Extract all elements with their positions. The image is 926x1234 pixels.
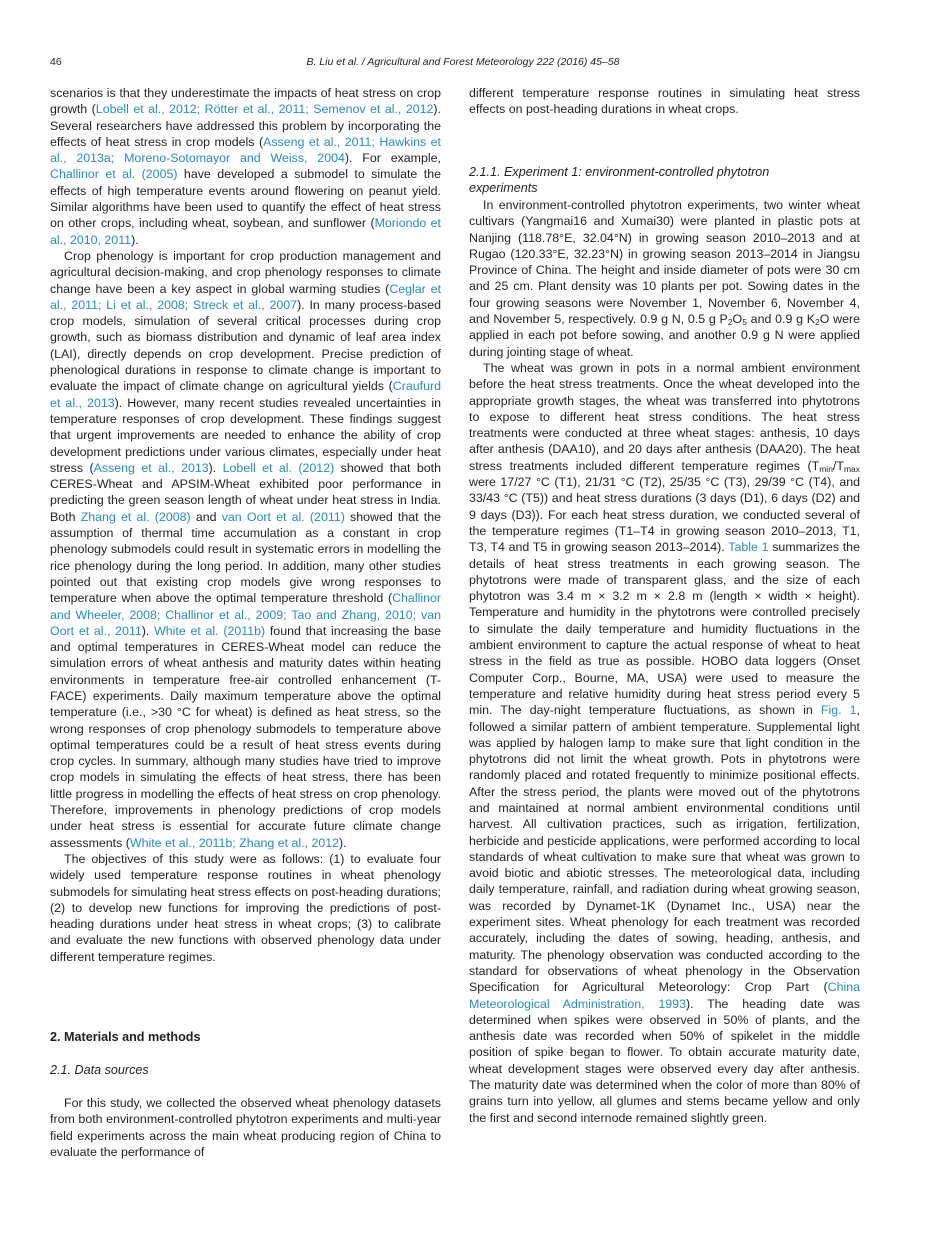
body-text: ). xyxy=(131,232,139,247)
citation-link[interactable]: Lobell et al. (2012) xyxy=(222,460,335,475)
citation-link[interactable]: Asseng et al., 2013 xyxy=(93,460,209,475)
body-text: /T xyxy=(832,458,844,473)
body-text: ). The heading date was determined when spikes were observed in 50% of plants, and the anthesis date was recorded when 50% of spikelet in the middle position of spike began to flower. To obtain accurate maturity date, wheat development stages were observed every day after anthesis. The maturity date was determined when the color of more than 80% of grains turn into yellow, all glumes and stems became yellow and only the first and second internode remained slightly green. xyxy=(469,996,861,1125)
subscript-text: 2 xyxy=(727,317,733,328)
body-text: showed that the assumption of thermal time accumulation as a constant in crop phenology submodels could result in systematic errors in modelling the rice phenology during the long period. In addition, many other studies pointed out that existing crop models give wrong responses to temperature when above the optimal temperature threshold ( xyxy=(50,509,442,606)
citation-link[interactable]: China Meteorological Administration, 1993 xyxy=(469,980,860,1011)
body-text: summarizes the details of heat stress treatments in each growing season. The phytotrons were made of transparent glass, and the size of each phytotron was 3.4 m × 3.2 m × 2.8 m (length × width × height). Temperature and humidity in the phytotrons were controlled precisely to simulate the daily temperature and humidity fluctuations in the ambient environment to capture the actual response of wheat to heat stress in the field as true as possible. HOBO data loggers (Onset Computer Corp., Bourne, MA, USA) were used to measure the temperature and relative humidity during heat stress period every 5 min. The day-night temperature fluctuations, as shown in xyxy=(469,540,860,718)
citation-link[interactable]: White et al. (2011b) xyxy=(154,623,266,638)
right-column-experiment xyxy=(469,197,860,1126)
citation-link[interactable]: Asseng et al., 2011; Hawkins et al., 2013a; Moreno-Sotomayor and Weiss, 2004 xyxy=(50,134,441,166)
body-text: O were applied in each pot before sowing, and another 0.9 g N were applied during jointing stage of wheat. xyxy=(469,312,861,359)
subsection-heading: 2.1. Data sources xyxy=(50,1063,149,1077)
section-heading: 2. Materials and methods xyxy=(50,1030,201,1044)
body-text: The wheat was grown in pots in a normal ambient environment before the heat stress treatments. Once the wheat developed into the appropriate growth stages, the wheat was transferred into phytotrons to expose to different heat stress conditions. The heat stress treatments were conducted at three wheat stages: anthesis, 10 days after anthesis (DAA10), and 20 days after anthesis (DAA20). The heat stress treatments included different temperature regimes (T xyxy=(469,360,860,473)
citation-link[interactable]: White et al., 2011b; Zhang et al., 2012 xyxy=(129,835,340,850)
citation-link[interactable]: Lobell et al., 2012; Rötter et al., 2011; Semenov et al., 2012 xyxy=(95,102,434,117)
body-paragraph xyxy=(50,1095,441,1160)
body-text: ). xyxy=(141,623,155,638)
citation-link[interactable]: Ceglar et al., 2011; Li et al., 2008; Streck et al., 2007 xyxy=(50,281,442,312)
body-paragraph xyxy=(469,197,860,360)
running-title: B. Liu et al. / Agricultural and Forest Meteorology 222 (2016) 45–58 xyxy=(306,56,620,68)
body-text: ). In many process-based crop models, simulation of several critical processes during crop growth, such as biomass distribution and dynamic of leaf area index (LAI), directly depends on crop development. Precise prediction of phenological durations in response to climate change is important to evaluate the impact of climate change on agricultural yields ( xyxy=(50,297,441,394)
citation-link[interactable]: Challinor and Wheeler, 2008; Challinor et al., 2009; Tao and Zhang, 2010; van Oort et al., 2011 xyxy=(50,591,441,638)
page-number: 46 xyxy=(50,56,62,68)
body-paragraph xyxy=(50,248,441,851)
body-paragraph xyxy=(50,851,441,965)
body-text: found that increasing the base and optimal temperatures in CERES-Wheat model can reduce the simulation errors of wheat anthesis and maturity dates within heating environments in temperature free-air controlled enhancement (T-FACE) experiments. Daily maximum temperature above the optimal temperature (i.e., >30 °C for wheat) is defined as heat stress, so the wrong responses of crop phenology submodels to temperature above optimal temperatures could be a result of heat stress events during crop cycles. In summary, although many studies have tried to improve crop models in simulating the effects of heat stress, there has been little progress in modelling the effects of heat stress on crop phenology. Therefore, improvements in phenology predictions of crop models under heat stress is essential for accurate future climate change assessments ( xyxy=(50,623,441,850)
body-text: ). xyxy=(339,835,347,850)
subscript-text: 2 xyxy=(815,317,820,328)
body-text: and xyxy=(190,509,222,524)
left-column-data-sources xyxy=(50,1095,441,1160)
body-text: O xyxy=(732,312,743,327)
body-text: ). Several researchers have addressed this problem by incorporating the effects of heat stress in crop models ( xyxy=(50,102,441,149)
body-text: scenarios is that they underestimate the impacts of heat stress on crop growth ( xyxy=(50,86,441,117)
body-text: , followed a similar pattern of ambient temperature. Supplemental light was applied by halogen lamp to make sure that light condition in the phytotrons did not limit the wheat growth. Pots in phytotrons were randomly placed and rotated frequently to minimize positional effects. After the stress period, the plants were moved out of the phytotrons and maintained at normal ambient environmental conditions until harvest. All cultivation practices, such as irrigation, fertilization, herbicide and pesticide applications, were performed according to local standards of wheat cultivation to make sure that wheat was grown to avoid biotic and abiotic stresses. The meteorological data, including daily temperature, rainfall, and radiation during wheat growing season, was recorded by Dynamet-1K (Dynamet Inc., USA) near the experiment sites. Wheat phenology for each treatment was recorded accurately, including the dates of sowing, heading, anthesis, and maturity. The phenology observation was conducted according to the standard for observations of wheat phenology in the Observation Specification for Agricultural Meteorology: Crop Part ( xyxy=(469,703,860,995)
citation-link[interactable]: Fig. 1 xyxy=(820,703,857,718)
body-text: In environment-controlled phytotron experiments, two winter wheat cultivars (Yangmai16 and Xumai30) were planted in plastic pots at Nanjing (118.78°E, 32.04°N) in growing season 2010–2013 and at Rugao (120.33°E, 32.23°N) in growing season 2013–2014 in Jiangsu Province of China. The height and inside diameter of pots were 30 cm and 25 cm. Plant density was 10 plants per pot. Sowing dates in the four growing seasons were November 1, November 6, November 4, and November 5, respectively. 0.9 g N, 0.5 g P xyxy=(469,198,860,327)
body-text: ). For example, xyxy=(344,151,441,166)
body-text: and 0.9 g K xyxy=(746,312,816,327)
subscript-text: min xyxy=(819,463,833,474)
body-text: were 17/27 °C (T1), 21/31 °C (T2), 25/35 °C (T3), 29/39 °C (T4), and 33/43 °C (T5)) and heat stress durations (3 days (D1), 6 days (D2) and 9 days (D3)). For each heat stress duration, we conducted several of the temperature regimes (T1–T4 in growing season 2010–2013, T1, T3, T4 and T5 in growing season 2013–2014). xyxy=(469,475,860,555)
body-text: The objectives of this study were as follows: (1) to evaluate four widely used temperature response routines in wheat phenology submodels for simulating heat stress effects on post-heading durations; (2) to develop new functions for improving the predictions of post-heading durations under heat stress in wheat crops; (3) to calibrate and evaluate the new functions with observed phenology data under different temperature regimes. xyxy=(50,851,441,964)
citation-link[interactable]: Zhang et al. (2008) xyxy=(80,509,191,524)
body-text: For this study, we collected the observed wheat phenology datasets from both environment-controlled phytotron experiments and multi-year field experiments across the main wheat producing region of China to evaluate the performance of xyxy=(50,1096,441,1159)
left-column-intro xyxy=(50,85,441,965)
citation-link[interactable]: Moriondo et al., 2010, 2011 xyxy=(50,216,441,247)
citation-link[interactable]: Challinor et al. (2005) xyxy=(50,167,178,182)
body-text: Crop phenology is important for crop production management and agricultural decision-making, and crop phenology responses to climate change have been a key aspect in global warming studies ( xyxy=(50,248,441,296)
subsubsection-heading-line2: experiments xyxy=(469,181,538,195)
body-text: ). However, many recent studies revealed uncertainties in temperature responses of crop development. These findings suggest that urgent improvements are needed to enhance the ability of crop development predictions under various climates, especially under heat stress ( xyxy=(50,395,441,475)
body-paragraph xyxy=(50,85,441,248)
body-text: ). xyxy=(208,460,223,475)
subscript-text: max xyxy=(843,463,860,474)
citation-link[interactable]: Craufurd et al., 2013 xyxy=(50,379,441,410)
citation-link[interactable]: Table 1 xyxy=(728,540,769,555)
body-text: have developed a submodel to simulate the effects of high temperature events around flowering on peanut yield. Similar algorithms have been used to quantify the effect of heat stress on other crops, including wheat, soybean, and sunflower ( xyxy=(50,167,441,231)
subsubsection-heading-line1: 2.1.1. Experiment 1: environment-controlled phytotron xyxy=(469,165,770,179)
body-text: showed that both CERES-Wheat and APSIM-Wheat exhibited poor performance in predicting the green season length of wheat under heat stress in India. Both xyxy=(50,460,441,524)
body-text: different temperature response routines in simulating heat stress effects on post-heading durations in wheat crops. xyxy=(469,86,860,117)
body-paragraph xyxy=(469,85,860,118)
body-paragraph xyxy=(469,360,860,1126)
subscript-text: 5 xyxy=(742,317,747,328)
right-column-lead xyxy=(469,85,860,118)
citation-link[interactable]: van Oort et al. (2011) xyxy=(221,509,345,524)
